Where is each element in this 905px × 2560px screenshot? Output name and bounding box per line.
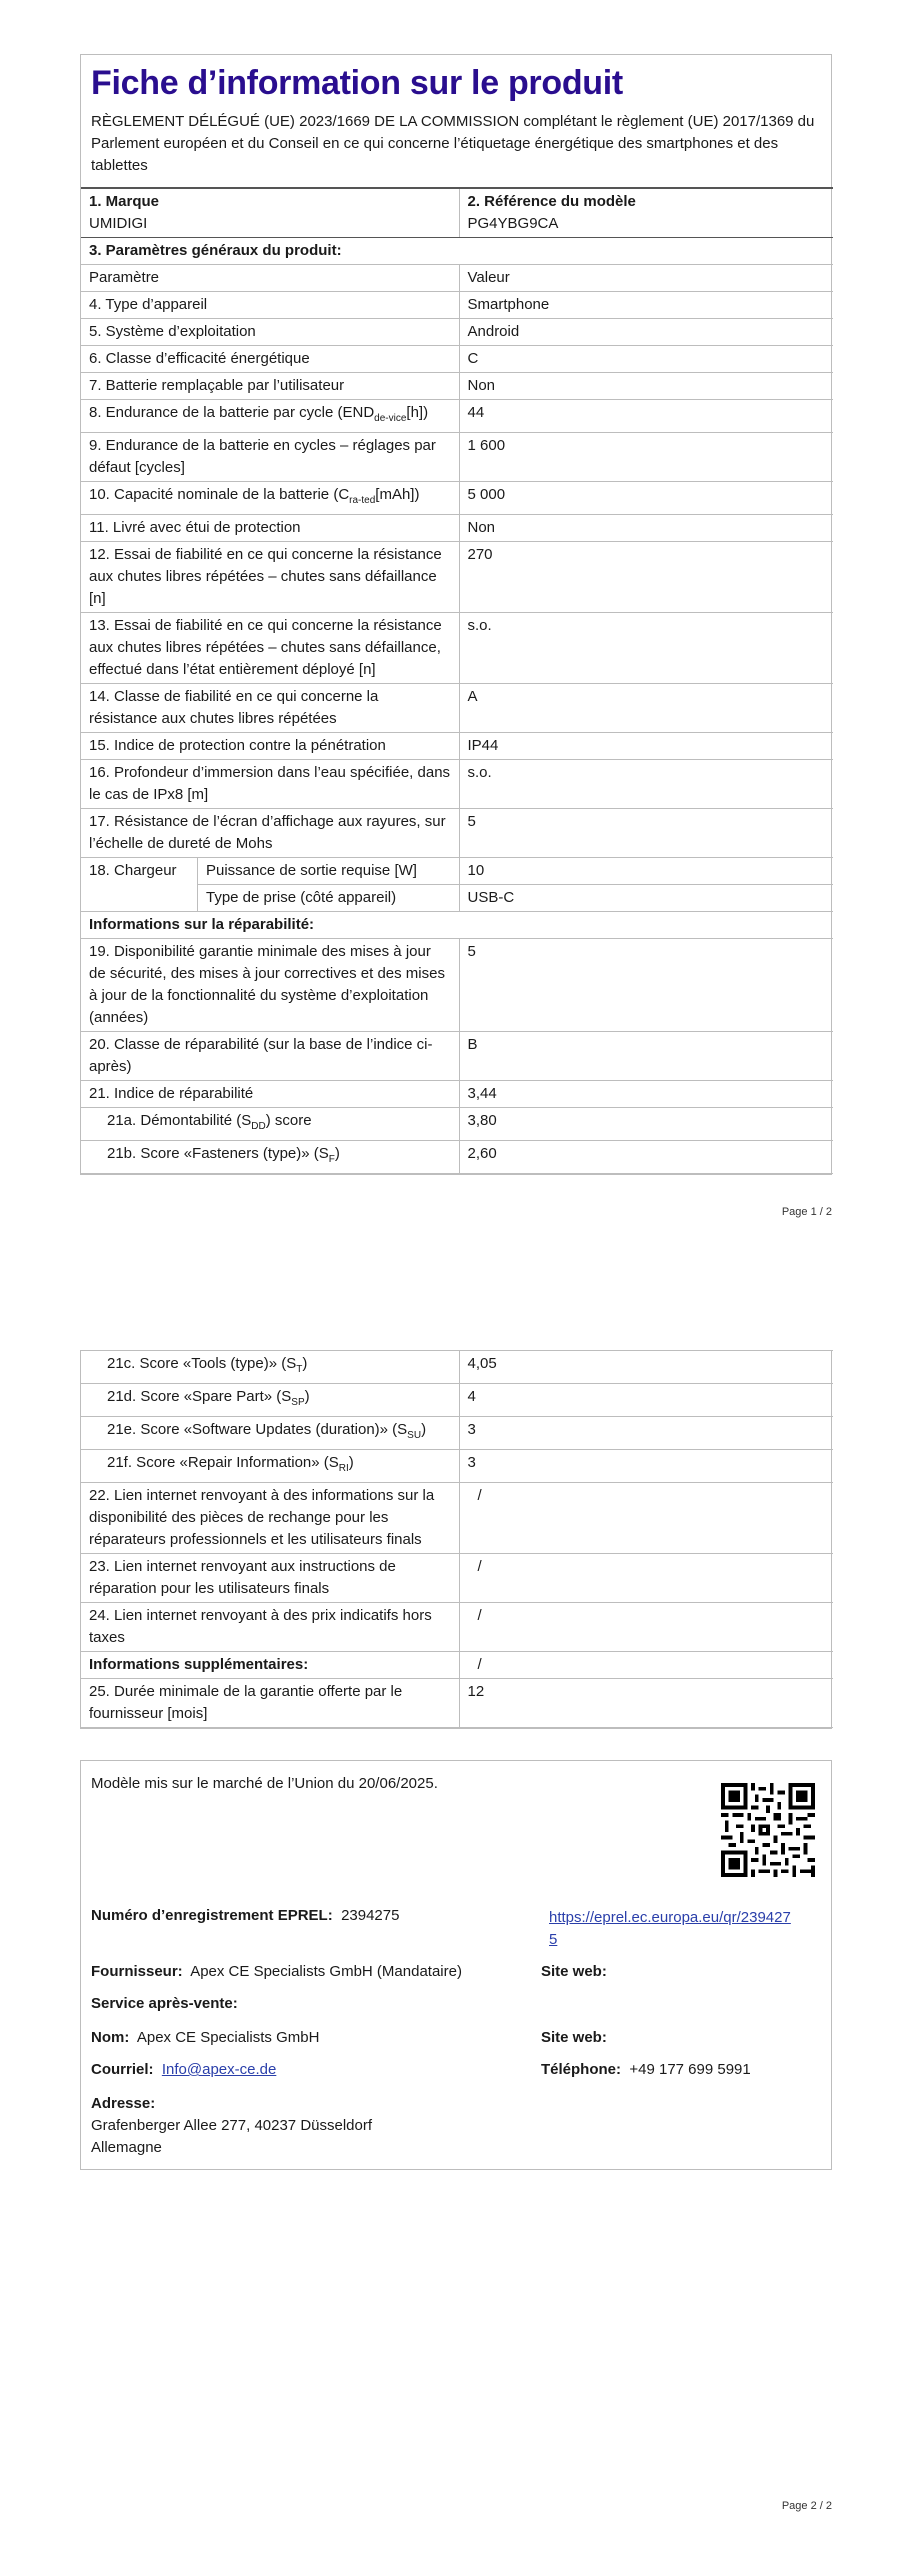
row-value: 5 [459, 939, 833, 1032]
row-label: 6. Classe d’efficacité énergétique [81, 346, 459, 373]
row-label [81, 1417, 459, 1450]
row-label: 14. Classe de fiabilité en ce qui concerne la résistance aux chutes libres répétées [81, 684, 459, 733]
label-text: ) [348, 1454, 354, 1471]
phone-line [541, 2061, 751, 2078]
charger-row [81, 858, 833, 912]
label-sub: de-vice [374, 413, 407, 424]
row-label: 20. Classe de réparabilité (sur la base de l’indice ci-après) [81, 1032, 459, 1081]
model-label: 2. Référence du modèle [467, 193, 636, 210]
product-info-sheet-page2-table [80, 1350, 832, 1729]
row-value: s.o. [459, 613, 833, 684]
row-label: 4. Type d’appareil [81, 292, 459, 319]
name-label: Nom: [91, 2029, 130, 2046]
address-line-2: Allemagne [91, 2139, 162, 2156]
row-value: 3 [459, 1450, 833, 1483]
name-line [91, 2029, 319, 2046]
table-row [81, 373, 833, 400]
row-label: 12. Essai de fiabilité en ce qui concerne la résistance aux chutes libres répétées – chutes sans défaillance [n] [81, 542, 459, 613]
table-row [81, 542, 833, 613]
eprel-link[interactable]: https://eprel.ec.europa.eu/qr/2394275 [549, 1909, 791, 1948]
row-value: 5 000 [459, 482, 833, 515]
row-value: A [459, 684, 833, 733]
page-title: Fiche d’information sur le produit [91, 64, 623, 102]
table-row [81, 400, 833, 433]
row-value: 44 [459, 400, 833, 433]
row-label [81, 400, 459, 433]
model-value: PG4YBG9CA [467, 215, 559, 232]
row-label: 24. Lien internet renvoyant à des prix indicatifs hors taxes [81, 1603, 459, 1652]
phone-label: Téléphone: [541, 2061, 622, 2078]
row-value: / [459, 1603, 833, 1652]
label-text: ) score [265, 1112, 312, 1129]
row-value: / [459, 1652, 833, 1679]
row-label [81, 1108, 459, 1141]
row-label: 5. Système d’exploitation [81, 319, 459, 346]
regulation-subtitle: RÈGLEMENT DÉLÉGUÉ (UE) 2023/1669 DE LA COMMISSION complétant le règlement (UE) 2017/1369 du Parlement européen et du Conseil en ce qui concerne l’étiquetage énergétique des smartphones et des tablettes [91, 113, 815, 174]
label-text: ) [302, 1355, 308, 1372]
row-label: 16. Profondeur d’immersion dans l’eau spécifiée, dans le cas de IPx8 [m] [81, 760, 459, 809]
row-value: / [459, 1483, 833, 1554]
address-line-1: Grafenberger Allee 277, 40237 Düsseldorf [91, 2117, 373, 2134]
section-repairability [81, 912, 833, 939]
label-text: ) [421, 1421, 427, 1438]
brand-value: UMIDIGI [89, 215, 148, 232]
label-text: 21a. Démontabilité (S [107, 1112, 252, 1129]
phone-value: +49 177 699 5991 [629, 2061, 751, 2078]
table-row [81, 346, 833, 373]
row-label [81, 1384, 459, 1417]
supplier-value: Apex CE Specialists GmbH (Mandataire) [190, 1963, 462, 1980]
table-row [81, 1108, 833, 1141]
website-label-1: Site web: [541, 1963, 607, 1980]
table-row [81, 1417, 833, 1450]
label-text: 8. Endurance de la batterie par cycle (END [89, 404, 375, 421]
address-label: Adresse: [91, 2095, 156, 2112]
label-sub: T [296, 1364, 303, 1375]
plug-value: USB-C [460, 884, 834, 911]
table-row [81, 1384, 833, 1417]
row-value: 2,60 [459, 1141, 833, 1174]
table-row [81, 1032, 833, 1081]
row-value: / [459, 1554, 833, 1603]
website-label-2: Site web: [541, 2029, 607, 2046]
row-label: 13. Essai de fiabilité en ce qui concerne la résistance aux chutes libres répétées – chutes sans défaillance, effectué dans l’état entièrement déployé [n] [81, 613, 459, 684]
eprel-number: 2394275 [341, 1907, 400, 1924]
label-text: ) [334, 1145, 340, 1162]
row-value: Non [459, 373, 833, 400]
supplier-info-inner [91, 1761, 821, 2169]
row-value: Smartphone [459, 292, 833, 319]
label-sub: F [328, 1154, 335, 1165]
charger-values [459, 858, 833, 912]
repairability-continued-table [81, 1350, 833, 1728]
section-heading: Informations sur la réparabilité: [81, 912, 833, 939]
label-text: 21c. Score «Tools (type)» (S [107, 1355, 297, 1372]
section-general-params [81, 238, 833, 265]
row-value: 3,80 [459, 1108, 833, 1141]
table-row [81, 319, 833, 346]
label-text: 21d. Score «Spare Part» (S [107, 1388, 292, 1405]
table-row [81, 809, 833, 858]
label-sub: DD [251, 1121, 266, 1132]
brand-model-row [81, 188, 833, 238]
label-text: [h]) [406, 404, 429, 421]
row-value: IP44 [459, 733, 833, 760]
table-row [81, 1603, 833, 1652]
table-row [81, 684, 833, 733]
service-label: Service après-vente: [91, 1995, 238, 2012]
row-value: C [459, 346, 833, 373]
page-number: Page 2 / 2 [781, 2500, 832, 2512]
row-value: 5 [459, 809, 833, 858]
charger-cell [81, 858, 459, 912]
market-text: Modèle mis sur le marché de l’Union du 20/06/2025. [91, 1775, 438, 1792]
row-value: 3,44 [459, 1081, 833, 1108]
row-label [81, 482, 459, 515]
value-header: Valeur [459, 265, 833, 292]
row-value: 4,05 [459, 1351, 833, 1384]
row-value: 1 600 [459, 433, 833, 482]
label-sub: RI [338, 1463, 349, 1474]
row-label [81, 1351, 459, 1384]
row-label: 15. Indice de protection contre la pénétration [81, 733, 459, 760]
row-value: 12 [459, 1679, 833, 1728]
table-row [81, 1679, 833, 1728]
eprel-label: Numéro d’enregistrement EPREL: [91, 1907, 333, 1924]
table-row [81, 733, 833, 760]
label-text: 21b. Score «Fasteners (type)» (S [107, 1145, 329, 1162]
label-text: 10. Capacité nominale de la batterie (C [89, 486, 350, 503]
row-value: 3 [459, 1417, 833, 1450]
charger-subtable [81, 858, 459, 911]
row-value: 270 [459, 542, 833, 613]
table-row [81, 292, 833, 319]
table-row [81, 1141, 833, 1174]
section-heading: 3. Paramètres généraux du produit: [81, 238, 833, 265]
product-parameters-table [81, 187, 833, 1174]
row-label [81, 1450, 459, 1483]
qr-code-icon [721, 1783, 815, 1877]
supplier-info-box [80, 1760, 832, 2170]
email-label: Courriel: [91, 2061, 154, 2078]
table-row [81, 482, 833, 515]
brand-label: 1. Marque [89, 193, 160, 210]
charger-label: 18. Chargeur [81, 858, 198, 911]
table-row [81, 1450, 833, 1483]
table-header-row [81, 265, 833, 292]
label-text: 21f. Score «Repair Information» (S [107, 1454, 339, 1471]
title-area [81, 55, 831, 187]
row-label: 25. Durée minimale de la garantie offerte par le fournisseur [mois] [81, 1679, 459, 1728]
label-sub: ra-ted [349, 495, 376, 506]
brand-cell [81, 188, 459, 238]
supplier-label: Fournisseur: [91, 1963, 183, 1980]
row-value: B [459, 1032, 833, 1081]
power-label: Puissance de sortie requise [W] [206, 862, 417, 879]
table-row [81, 1483, 833, 1554]
row-label: 11. Livré avec étui de protection [81, 515, 459, 542]
table-row [81, 433, 833, 482]
row-label: 7. Batterie remplaçable par l’utilisateur [81, 373, 459, 400]
row-value: Non [459, 515, 833, 542]
row-label: 22. Lien internet renvoyant à des informations sur la disponibilité des pièces de rechange pour les réparateurs professionnels et les utilisateurs finals [81, 1483, 459, 1554]
plug-label: Type de prise (côté appareil) [198, 885, 459, 912]
row-label: 23. Lien internet renvoyant aux instructions de réparation pour les utilisateurs finals [81, 1554, 459, 1603]
table-row [81, 1081, 833, 1108]
row-label: 9. Endurance de la batterie en cycles – réglages par défaut [cycles] [81, 433, 459, 482]
row-value: Android [459, 319, 833, 346]
table-row [81, 760, 833, 809]
row-label: 21. Indice de réparabilité [81, 1081, 459, 1108]
power-value: 10 [467, 862, 485, 879]
table-row [81, 939, 833, 1032]
page-number: Page 1 / 2 [781, 1206, 832, 1218]
eprel-line [91, 1907, 399, 1924]
table-row [81, 1351, 833, 1384]
email-link[interactable]: Info@apex-ce.de [161, 2061, 277, 2078]
section-extra-info [81, 1652, 833, 1679]
label-sub: SU [407, 1430, 422, 1441]
supplier-line [91, 1963, 462, 1980]
param-header: Paramètre [81, 265, 459, 292]
section-heading: Informations supplémentaires: [81, 1652, 459, 1679]
row-label: 19. Disponibilité garantie minimale des mises à jour de sécurité, des mises à jour correctives et des mises à jour de la fonctionnalité du système d’exploitation (années) [81, 939, 459, 1032]
email-line [91, 2061, 276, 2078]
model-cell [459, 188, 833, 238]
table-row [81, 613, 833, 684]
row-value: s.o. [459, 760, 833, 809]
table-row [81, 515, 833, 542]
row-value: 4 [459, 1384, 833, 1417]
table-row [81, 1554, 833, 1603]
name-value: Apex CE Specialists GmbH [136, 2029, 320, 2046]
label-sub: SP [291, 1397, 305, 1408]
row-label: 17. Résistance de l’écran d’affichage aux rayures, sur l’échelle de dureté de Mohs [81, 809, 459, 858]
row-label [81, 1141, 459, 1174]
product-info-sheet-page1 [80, 54, 832, 1175]
label-text: 21e. Score «Software Updates (duration)» (S [107, 1421, 408, 1438]
label-text: [mAh]) [375, 486, 420, 503]
label-text: ) [304, 1388, 310, 1405]
